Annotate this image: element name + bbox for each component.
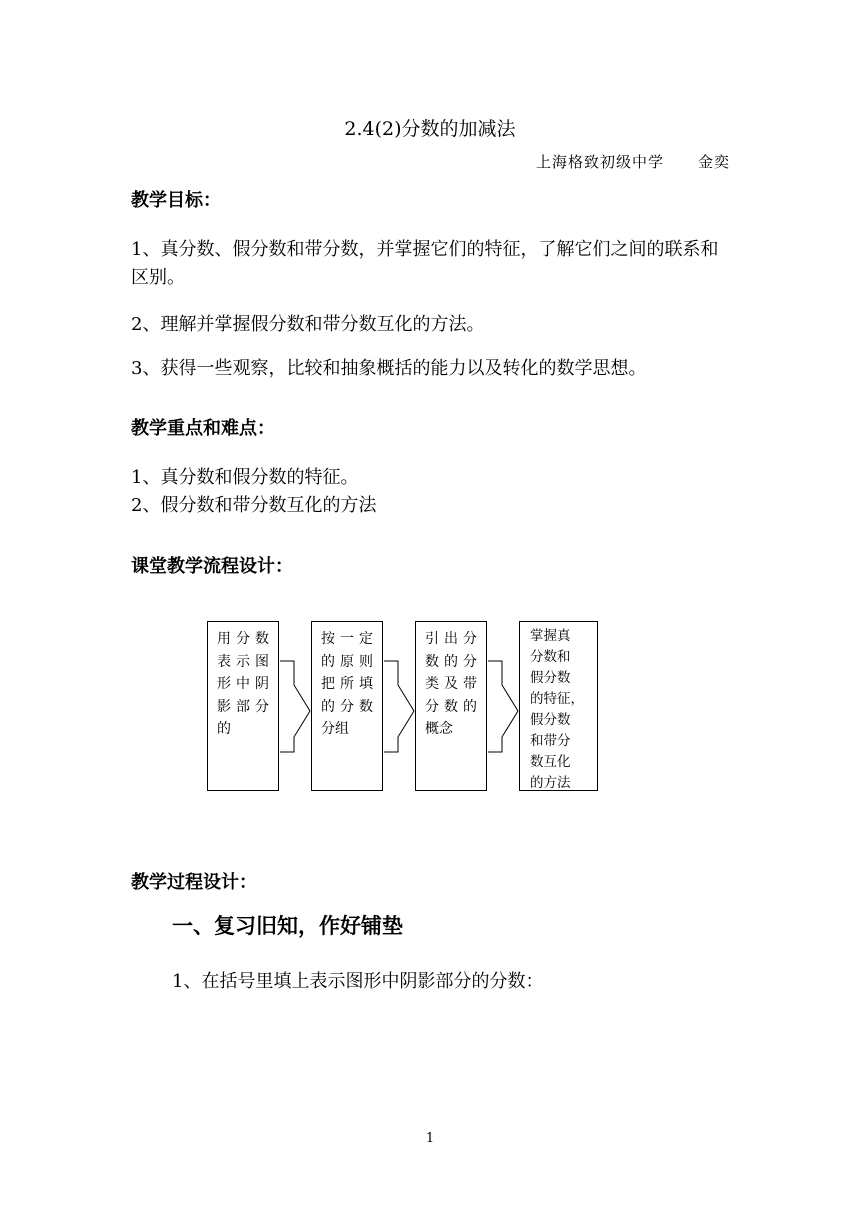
flow-step-line: 引出分 (425, 631, 477, 647)
flow-step-line: 按一定 (321, 631, 373, 647)
flow-step-line: 把所填 (321, 676, 373, 692)
flow-step-2 (311, 621, 383, 791)
flow-step-line: 分组 (321, 721, 349, 737)
flow-step-line: 数互化 (530, 754, 571, 770)
flow-heading: 课堂教学流程设计： (131, 556, 293, 577)
flow-step-line: 表示图 (217, 653, 269, 670)
author-name: 金奕 (697, 153, 730, 171)
exercise-1-prompt: 1、在括号里填上表示图形中阴影部分的分数： (172, 971, 544, 992)
flow-step-line: 掌握真 (530, 628, 571, 644)
document-title: 2.4(2)分数的加减法 (344, 118, 516, 140)
flow-step-1 (207, 621, 279, 791)
flow-step-line: 的原则 (321, 653, 373, 670)
flow-step-4 (519, 621, 598, 791)
page-number: 1 (425, 1131, 435, 1146)
flow-step-line: 的 (217, 721, 231, 737)
flow-step-line: 的特征， (530, 691, 584, 707)
flow-step-line: 类及带 (425, 676, 477, 692)
objective-item-2: 2、理解并掌握假分数和带分数互化的方法。 (131, 314, 485, 335)
objective-item-1: 1、真分数、假分数和带分数，并掌握它们的特征，了解它们之间的联系和区别。 (131, 239, 719, 288)
objectives-heading: 教学目标： (131, 190, 221, 211)
key-points-heading: 教学重点和难点： (131, 418, 275, 439)
flow-step-line: 的分数 (321, 698, 373, 715)
flow-step-line: 假分数 (530, 712, 571, 728)
flow-step-line: 数的分 (425, 653, 477, 670)
flow-step-line: 的方法 (530, 775, 571, 791)
flow-step-line: 假分数 (530, 670, 571, 686)
flow-step-3 (415, 621, 487, 791)
school-name: 上海格致初级中学 (535, 153, 664, 171)
objective-item-3: 3、获得一些观察，比较和抽象概括的能力以及转化的数学思想。 (131, 358, 647, 379)
arrow-right-icon (384, 661, 414, 752)
flow-step-line: 分数的 (425, 698, 477, 715)
flow-step-line: 和带分 (530, 733, 571, 749)
flow-step-line: 分数和 (530, 649, 571, 665)
section-1-title: 一、复习旧知，作好铺垫 (172, 914, 403, 938)
key-point-item-1: 1、真分数和假分数的特征。 (131, 467, 359, 488)
arrow-right-icon (488, 661, 518, 752)
flow-step-line: 形中阴 (217, 676, 269, 692)
process-heading: 教学过程设计： (131, 872, 257, 893)
key-point-item-2: 2、假分数和带分数互化的方法 (131, 495, 377, 516)
flow-step-line: 影部分 (217, 698, 269, 715)
flow-step-line: 概念 (425, 721, 453, 737)
flow-step-line: 用分数 (217, 631, 269, 647)
arrow-right-icon (280, 661, 310, 752)
